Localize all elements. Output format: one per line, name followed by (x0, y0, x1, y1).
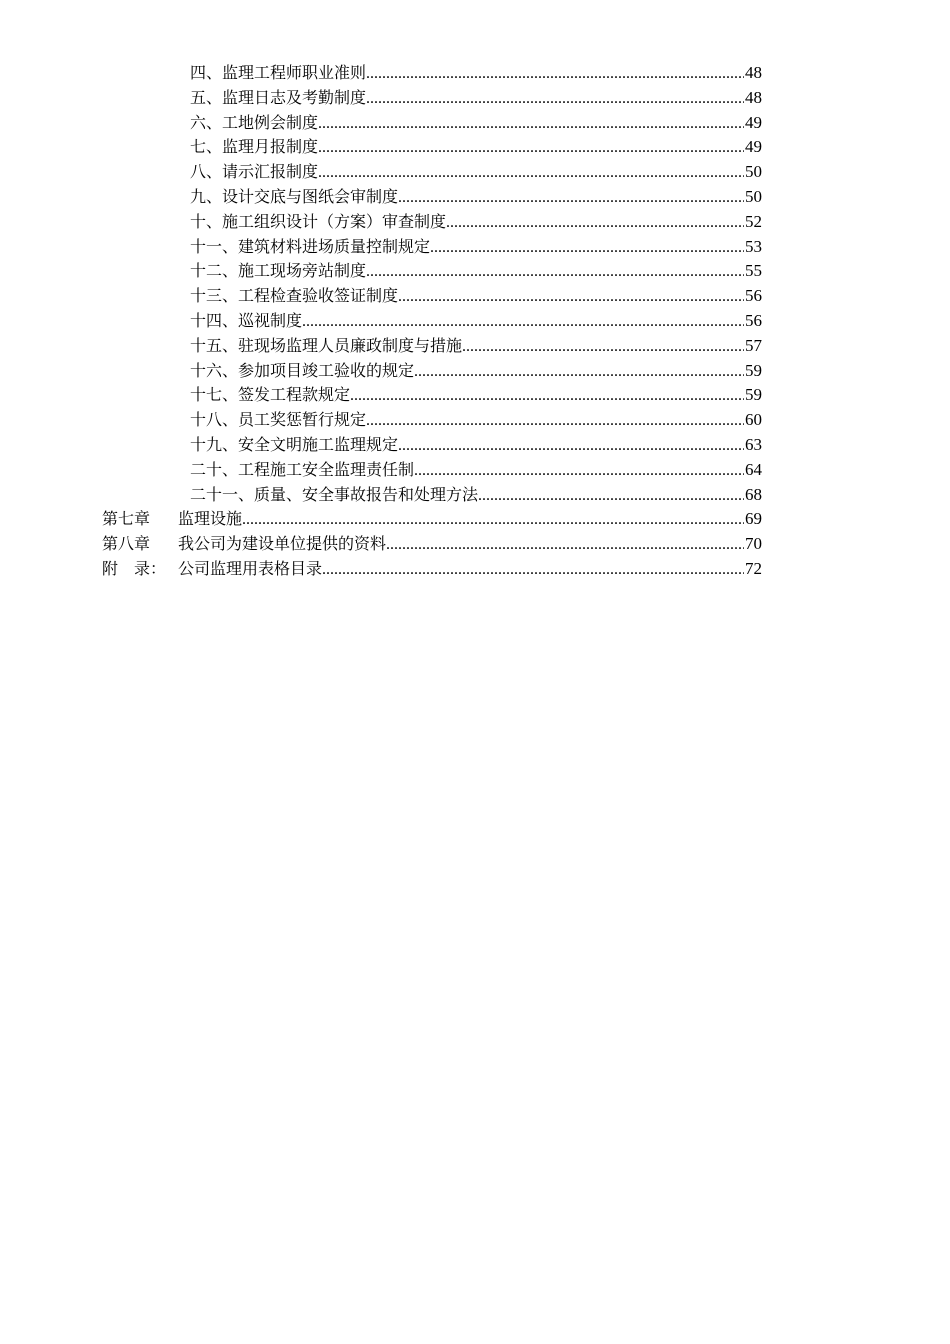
dot-leader (446, 211, 744, 236)
toc-entry-number: 十一、 (190, 236, 239, 256)
toc-entry-title: 工程施工安全监理责任制 (238, 459, 415, 479)
toc-entry[interactable] (0, 259, 950, 284)
dot-leader (414, 360, 744, 385)
toc-entry-title: 参加项目竣工验收的规定 (238, 360, 415, 380)
toc-entry-page: 56 (745, 310, 762, 330)
toc-entry-number: 十、 (190, 211, 223, 231)
toc-entry-title: 驻现场监理人员廉政制度与措施 (238, 335, 463, 355)
toc-entry-page: 48 (745, 87, 762, 107)
dot-leader (386, 533, 744, 558)
toc-entry-title: 施工组织设计（方案）审查制度 (222, 211, 447, 231)
toc-appendix[interactable] (0, 557, 950, 582)
dot-leader (366, 62, 744, 87)
toc-entry-page: 55 (745, 261, 762, 281)
dot-leader (478, 484, 744, 509)
toc-entry[interactable] (0, 61, 950, 86)
toc-chapter-number: 第七章 (102, 509, 151, 529)
toc-entry-title: 监理工程师职业准则 (222, 63, 367, 82)
toc-entry-page: 52 (745, 211, 762, 231)
dot-leader (414, 459, 744, 484)
toc-entry-page: 57 (745, 335, 762, 355)
toc-chapter[interactable] (0, 507, 950, 532)
toc-entry-title: 工地例会制度 (222, 112, 319, 132)
toc-entry-page: 48 (745, 63, 762, 82)
toc-entry-number: 八、 (190, 162, 223, 182)
toc-entry-page: 64 (745, 459, 762, 479)
toc-entry[interactable] (0, 408, 950, 433)
toc-entry-page: 49 (745, 137, 762, 157)
toc-entry[interactable] (0, 86, 950, 111)
toc-entry-page: 68 (745, 484, 762, 504)
toc-entry[interactable] (0, 383, 950, 408)
toc-entry-number: 十九、 (190, 434, 239, 454)
dot-leader (398, 285, 744, 310)
toc-chapter-number: 第八章 (102, 534, 151, 554)
dot-leader (302, 310, 744, 335)
toc-entry-number: 十六、 (190, 360, 239, 380)
dot-leader (398, 186, 744, 211)
toc-entry-page: 60 (745, 410, 762, 430)
toc-entry-title: 设计交底与图纸会审制度 (222, 186, 399, 206)
toc-entry-number: 十四、 (190, 310, 239, 330)
toc-entry[interactable] (0, 433, 950, 458)
toc-entry[interactable] (0, 309, 950, 334)
toc-chapter-page: 70 (745, 534, 762, 554)
dot-leader (430, 236, 744, 261)
dot-leader (366, 87, 744, 112)
toc-entry[interactable] (0, 284, 950, 309)
toc-entry-title: 安全文明施工监理规定 (238, 434, 399, 454)
dot-leader (318, 161, 744, 186)
toc-entry[interactable] (0, 135, 950, 160)
toc-entry-title: 工程检查验收签证制度 (238, 286, 399, 306)
toc-entry[interactable] (0, 483, 950, 508)
dot-leader (242, 508, 744, 533)
dot-leader (398, 434, 744, 459)
toc-entry[interactable] (0, 458, 950, 483)
toc-entry-title: 签发工程款规定 (238, 385, 351, 405)
toc-entry-number: 十五、 (190, 335, 239, 355)
toc-entry[interactable] (0, 185, 950, 210)
toc-chapter[interactable] (0, 532, 950, 557)
toc-chapter-page: 69 (745, 509, 762, 529)
toc-entry-page: 59 (745, 360, 762, 380)
dot-leader (462, 335, 744, 360)
dot-leader (322, 558, 744, 583)
toc-entry-page: 63 (745, 434, 762, 454)
toc-entry-number: 十二、 (190, 261, 239, 281)
toc-entry-title: 施工现场旁站制度 (238, 261, 367, 281)
toc-entry[interactable] (0, 160, 950, 185)
toc-entry-number: 六、 (190, 112, 223, 132)
toc-entry-page: 49 (745, 112, 762, 132)
toc-entry-number: 十八、 (190, 410, 239, 430)
toc-entry-number: 二十、 (190, 459, 239, 479)
toc-appendix-label: 附 录： (102, 558, 167, 578)
toc-entry-number: 十三、 (190, 286, 239, 306)
toc-entry-page: 59 (745, 385, 762, 405)
toc-entry[interactable] (0, 210, 950, 235)
toc-entry-title: 建筑材料进场质量控制规定 (238, 236, 431, 256)
toc-entry-number: 四、 (190, 63, 223, 82)
toc-entry-number: 二十一、 (190, 484, 255, 504)
toc-entry[interactable] (0, 111, 950, 136)
toc-entry-number: 五、 (190, 87, 223, 107)
dot-leader (318, 136, 744, 161)
toc-chapter-title: 监理设施 (178, 509, 243, 529)
toc-entry-page: 50 (745, 186, 762, 206)
toc-entry-number: 七、 (190, 137, 223, 157)
table-of-contents (0, 61, 950, 582)
toc-entry-title: 监理月报制度 (222, 137, 319, 157)
toc-entry[interactable] (0, 359, 950, 384)
toc-entry[interactable] (0, 334, 950, 359)
toc-entry-title: 巡视制度 (238, 310, 303, 330)
dot-leader (318, 112, 744, 137)
toc-entry-page: 53 (745, 236, 762, 256)
dot-leader (366, 409, 744, 434)
toc-chapter-title: 我公司为建设单位提供的资料 (178, 534, 387, 554)
toc-entry-page: 56 (745, 286, 762, 306)
toc-appendix-page: 72 (745, 558, 762, 578)
toc-entry-number: 十七、 (190, 385, 239, 405)
toc-entry-page: 50 (745, 162, 762, 182)
dot-leader (366, 260, 744, 285)
dot-leader (350, 384, 744, 409)
toc-entry-number: 九、 (190, 186, 223, 206)
toc-entry-title: 质量、安全事故报告和处理方法 (254, 484, 479, 504)
toc-entry[interactable] (0, 235, 950, 260)
toc-entry-title: 监理日志及考勤制度 (222, 87, 367, 107)
toc-entry-title: 员工奖惩暂行规定 (238, 410, 367, 430)
toc-appendix-title: 公司监理用表格目录 (178, 558, 323, 578)
toc-entry-title: 请示汇报制度 (222, 162, 319, 182)
